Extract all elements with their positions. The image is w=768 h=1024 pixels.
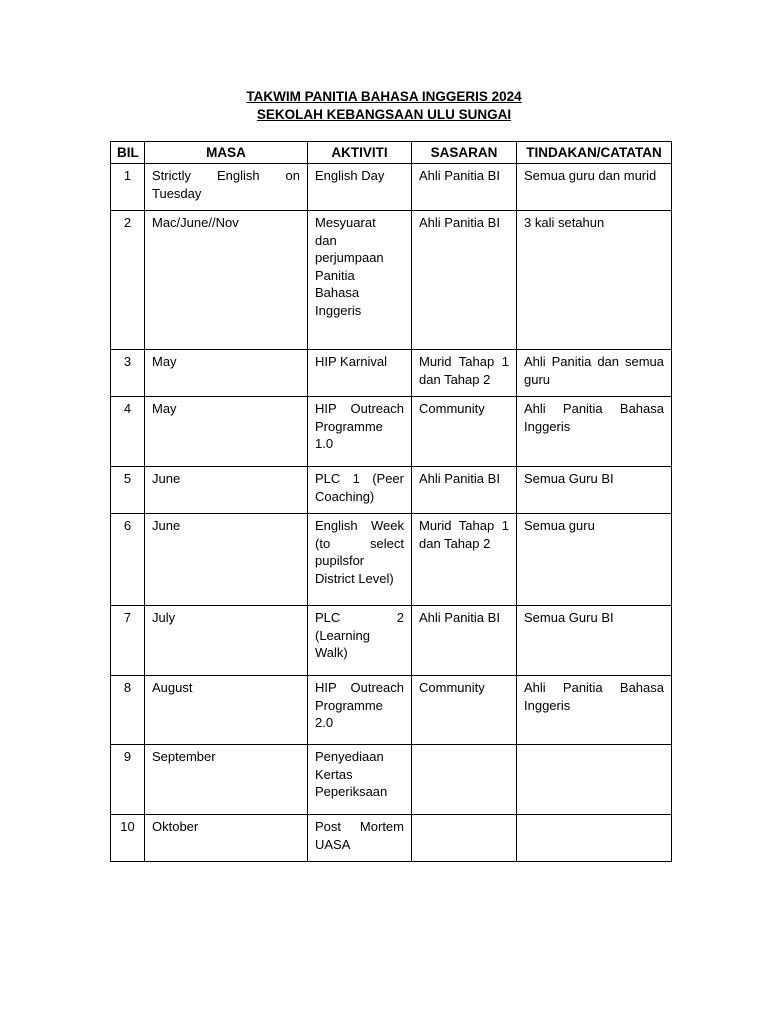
table-row <box>111 350 672 397</box>
cell-aktiviti: Post Mortem UASA <box>308 815 412 862</box>
header-bil: BIL <box>111 142 145 164</box>
document-title <box>0 88 768 124</box>
cell-aktiviti: PLC 2 (Learning Walk) <box>308 606 412 676</box>
cell-aktiviti: Mesyuarat dan perjumpaan Panitia Bahasa Inggeris <box>308 211 412 350</box>
table-row <box>111 211 672 350</box>
table-row <box>111 676 672 745</box>
cell-bil: 4 <box>111 397 145 467</box>
cell-tindakan: Semua Guru BI <box>517 467 672 514</box>
cell-tindakan <box>517 745 672 815</box>
cell-tindakan: Semua Guru BI <box>517 606 672 676</box>
cell-bil: 2 <box>111 211 145 350</box>
table-row <box>111 164 672 211</box>
cell-aktiviti: HIP Outreach Programme 1.0 <box>308 397 412 467</box>
cell-aktiviti: HIP Karnival <box>308 350 412 397</box>
cell-sasaran: Community <box>412 397 517 467</box>
cell-bil: 8 <box>111 676 145 745</box>
cell-aktiviti: English Day <box>308 164 412 211</box>
cell-masa: August <box>145 676 308 745</box>
cell-sasaran: Ahli Panitia BI <box>412 467 517 514</box>
cell-sasaran: Ahli Panitia BI <box>412 164 517 211</box>
cell-sasaran <box>412 815 517 862</box>
cell-sasaran: Community <box>412 676 517 745</box>
cell-masa: June <box>145 467 308 514</box>
cell-masa: June <box>145 514 308 606</box>
header-sasaran: SASARAN <box>412 142 517 164</box>
cell-tindakan: Semua guru dan murid <box>517 164 672 211</box>
cell-bil: 5 <box>111 467 145 514</box>
cell-tindakan: Ahli Panitia Bahasa Inggeris <box>517 397 672 467</box>
cell-masa: May <box>145 350 308 397</box>
cell-masa: July <box>145 606 308 676</box>
cell-aktiviti: English Week (to select pupilsfor District Level) <box>308 514 412 606</box>
cell-aktiviti: HIP Outreach Programme 2.0 <box>308 676 412 745</box>
table-row <box>111 467 672 514</box>
header-masa: MASA <box>145 142 308 164</box>
cell-sasaran: Murid Tahap 1 dan Tahap 2 <box>412 350 517 397</box>
cell-bil: 3 <box>111 350 145 397</box>
cell-masa: May <box>145 397 308 467</box>
cell-sasaran: Ahli Panitia BI <box>412 211 517 350</box>
table-row <box>111 745 672 815</box>
cell-bil: 6 <box>111 514 145 606</box>
header-tindakan: TINDAKAN/CATATAN <box>517 142 672 164</box>
cell-tindakan: Ahli Panitia Bahasa Inggeris <box>517 676 672 745</box>
cell-tindakan: 3 kali setahun <box>517 211 672 350</box>
cell-masa: Strictly English on Tuesday <box>145 164 308 211</box>
cell-bil: 10 <box>111 815 145 862</box>
cell-masa: Oktober <box>145 815 308 862</box>
cell-sasaran <box>412 745 517 815</box>
title-line-1: TAKWIM PANITIA BAHASA INGGERIS 2024 <box>246 89 522 104</box>
cell-sasaran: Ahli Panitia BI <box>412 606 517 676</box>
table-row <box>111 397 672 467</box>
cell-aktiviti: Penyediaan Kertas Peperiksaan <box>308 745 412 815</box>
table-header-row <box>111 142 672 164</box>
cell-bil: 7 <box>111 606 145 676</box>
cell-bil: 1 <box>111 164 145 211</box>
table-row <box>111 815 672 862</box>
cell-tindakan <box>517 815 672 862</box>
table-row <box>111 514 672 606</box>
title-line-2: SEKOLAH KEBANGSAAN ULU SUNGAI <box>256 107 512 122</box>
cell-sasaran: Murid Tahap 1 dan Tahap 2 <box>412 514 517 606</box>
header-aktiviti: AKTIVITI <box>308 142 412 164</box>
cell-tindakan: Semua guru <box>517 514 672 606</box>
cell-masa: September <box>145 745 308 815</box>
table-row <box>111 606 672 676</box>
cell-bil: 9 <box>111 745 145 815</box>
cell-tindakan: Ahli Panitia dan semua guru <box>517 350 672 397</box>
cell-masa: Mac/June//Nov <box>145 211 308 350</box>
cell-aktiviti: PLC 1 (Peer Coaching) <box>308 467 412 514</box>
calendar-table <box>110 141 672 862</box>
